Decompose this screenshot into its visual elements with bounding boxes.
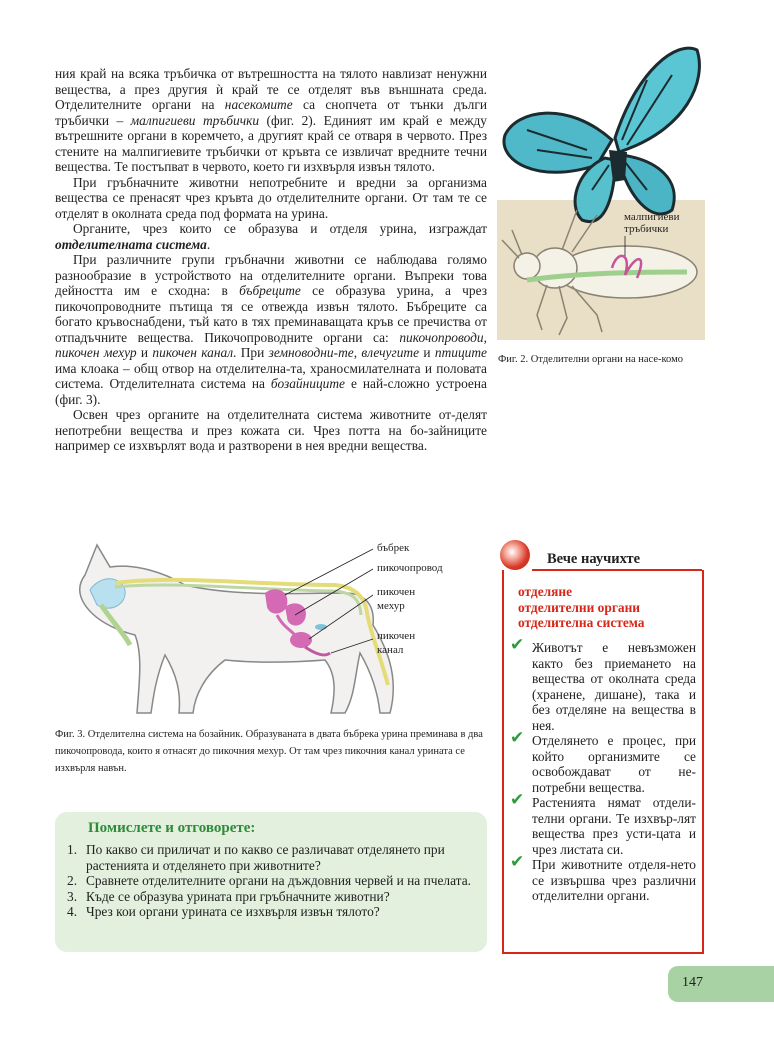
questions-title: Помислете и отговорете: xyxy=(88,820,256,836)
fig3-caption: Фиг. 3. Отделителна система на бозайник. Образуваната в двата бъбрека урина преминава в два пикочопровода, които я отнасят до пикочния мехур. От там чрез пикочния канал урината се изхвърля навън. xyxy=(55,729,483,774)
summary-bullets xyxy=(508,635,696,904)
checkmark-icon: ✔ xyxy=(510,852,525,872)
checkmark-icon: ✔ xyxy=(510,728,525,748)
fig2-caption: Фиг. 2. Отделителни органи на насе-комо xyxy=(498,354,684,365)
summary-title: Вече научихте xyxy=(547,551,641,567)
key-terms xyxy=(518,584,645,631)
summary-bullet: ✔ Растенията нямат отдели-телни органи. Те изхвър-лят вещества през усти-цата и чрез листата си. xyxy=(510,790,696,857)
summary-bullet: ✔ Животът е невъзможен както без приемането на вещества от околната среда (хранене, дишане), така и без отделяне на вещества в нея. xyxy=(510,635,696,733)
page-number: 147 xyxy=(682,975,703,990)
urethra-label-line2: канал xyxy=(377,644,404,656)
kidney-label: бъбрек xyxy=(377,542,410,554)
insect-figure xyxy=(497,40,705,340)
svg-text:бъбрек пикочопровод пи xyxy=(377,542,445,656)
questions-list xyxy=(67,842,479,920)
checkmark-icon: ✔ xyxy=(510,635,525,655)
checkmark-icon: ✔ xyxy=(510,790,525,810)
summary-header xyxy=(500,540,704,570)
question-item: 4. Чрез кои органи урината се изхвърля извън тялото? xyxy=(67,904,380,919)
urethra-label-line1: пикочен xyxy=(377,630,416,642)
summary-bullet: ✔ При животните отделя-нето се извършва чрез различни отделителни органи. xyxy=(510,852,696,903)
malpighian-label-line1: малпигиеви xyxy=(624,211,680,223)
key-term: отделителни органи xyxy=(518,599,641,615)
malpighian-label-line2: тръбички xyxy=(624,223,669,235)
ureter-label: пикочопровод xyxy=(377,562,443,574)
cat-figure xyxy=(55,535,495,720)
bladder-label-line1: пикочен xyxy=(377,586,416,598)
question-item: 3. Къде се образува урината при гръбначните животни? xyxy=(67,888,390,904)
paragraph: При гръбначните животни непотребните и вредни за организма вещества се пренасят чрез кръвта до отделителните органи. От там те се отделят в околната среда под формата на урина. xyxy=(55,174,487,221)
bladder-label-line2: мехур xyxy=(377,600,405,612)
question-item: 2. Сравнете отделителните органи на дъждовния червей и на пчелата. xyxy=(67,873,471,888)
key-term: отделителна система xyxy=(518,615,645,630)
cat-icon xyxy=(80,545,394,713)
questions-box xyxy=(55,812,487,952)
main-text xyxy=(55,66,487,454)
paragraph: При различните групи гръбначни животни се наблюдава голямо разнообразие в устройството на отделителните органи. Въпреки това дейността им е сходна: в бъбреците се образува урина, а чрез пикочопроводните пътища тя се отвежда извън тялото. Бъбреците са богато кръвоснабдени, тъй като в тях преминаващата кръв се пречиства от отпадъчните вещества. Пикочопроводните органи са: пикочопроводи, пикочен мехур и пикочен канал. При земноводни-те, влечугите и птиците има клоака – общ отвор на отделителна-та, храносмилателната и половата система. Отделителната система на бозайниците е най-сложно устроена (фиг. 3). xyxy=(55,252,488,407)
paragraph: Освен чрез органите на отделителната система животните от-делят непотребни вещества и през кожата си. Чрез потта на бо-зайниците например се изхвърлят вода и разтворени в нея вредни вещества. xyxy=(55,407,487,453)
summary-bullet: ✔ Отделянето е процес, при който организмите се освобождават от не-потребни вещества. xyxy=(510,728,696,795)
butterfly-icon xyxy=(504,48,699,221)
key-term: отделяне xyxy=(518,584,573,599)
paragraph: ния край на всяка тръбичка от вътрешността на тялото навлизат ненужни вещества, а през другия ѝ край те се отделят във външната среда. Отделителните органи на насекомите са снопчета от тънки дълги тръбички – малпигиеви тръбички (фиг. 2). Единият им край е между вътрешните органи в коремчето, а другият край се отваря в червото. През стените на малпигиевите тръбички от кръвта се извличат вредните течни вещества. Те постъпват в червото, което ги изхвърля извън тялото. xyxy=(55,66,487,174)
summary-box xyxy=(502,570,704,954)
paragraph: Органите, чрез които се образува и отделя урина, изграждат отделителната система. xyxy=(55,221,487,252)
red-ball-icon xyxy=(500,540,530,570)
page-number-tab xyxy=(668,966,774,1002)
question-item: 1. По какво си приличат и по какво се различават отделянето при растенията и отделянето при животните? xyxy=(67,842,445,873)
